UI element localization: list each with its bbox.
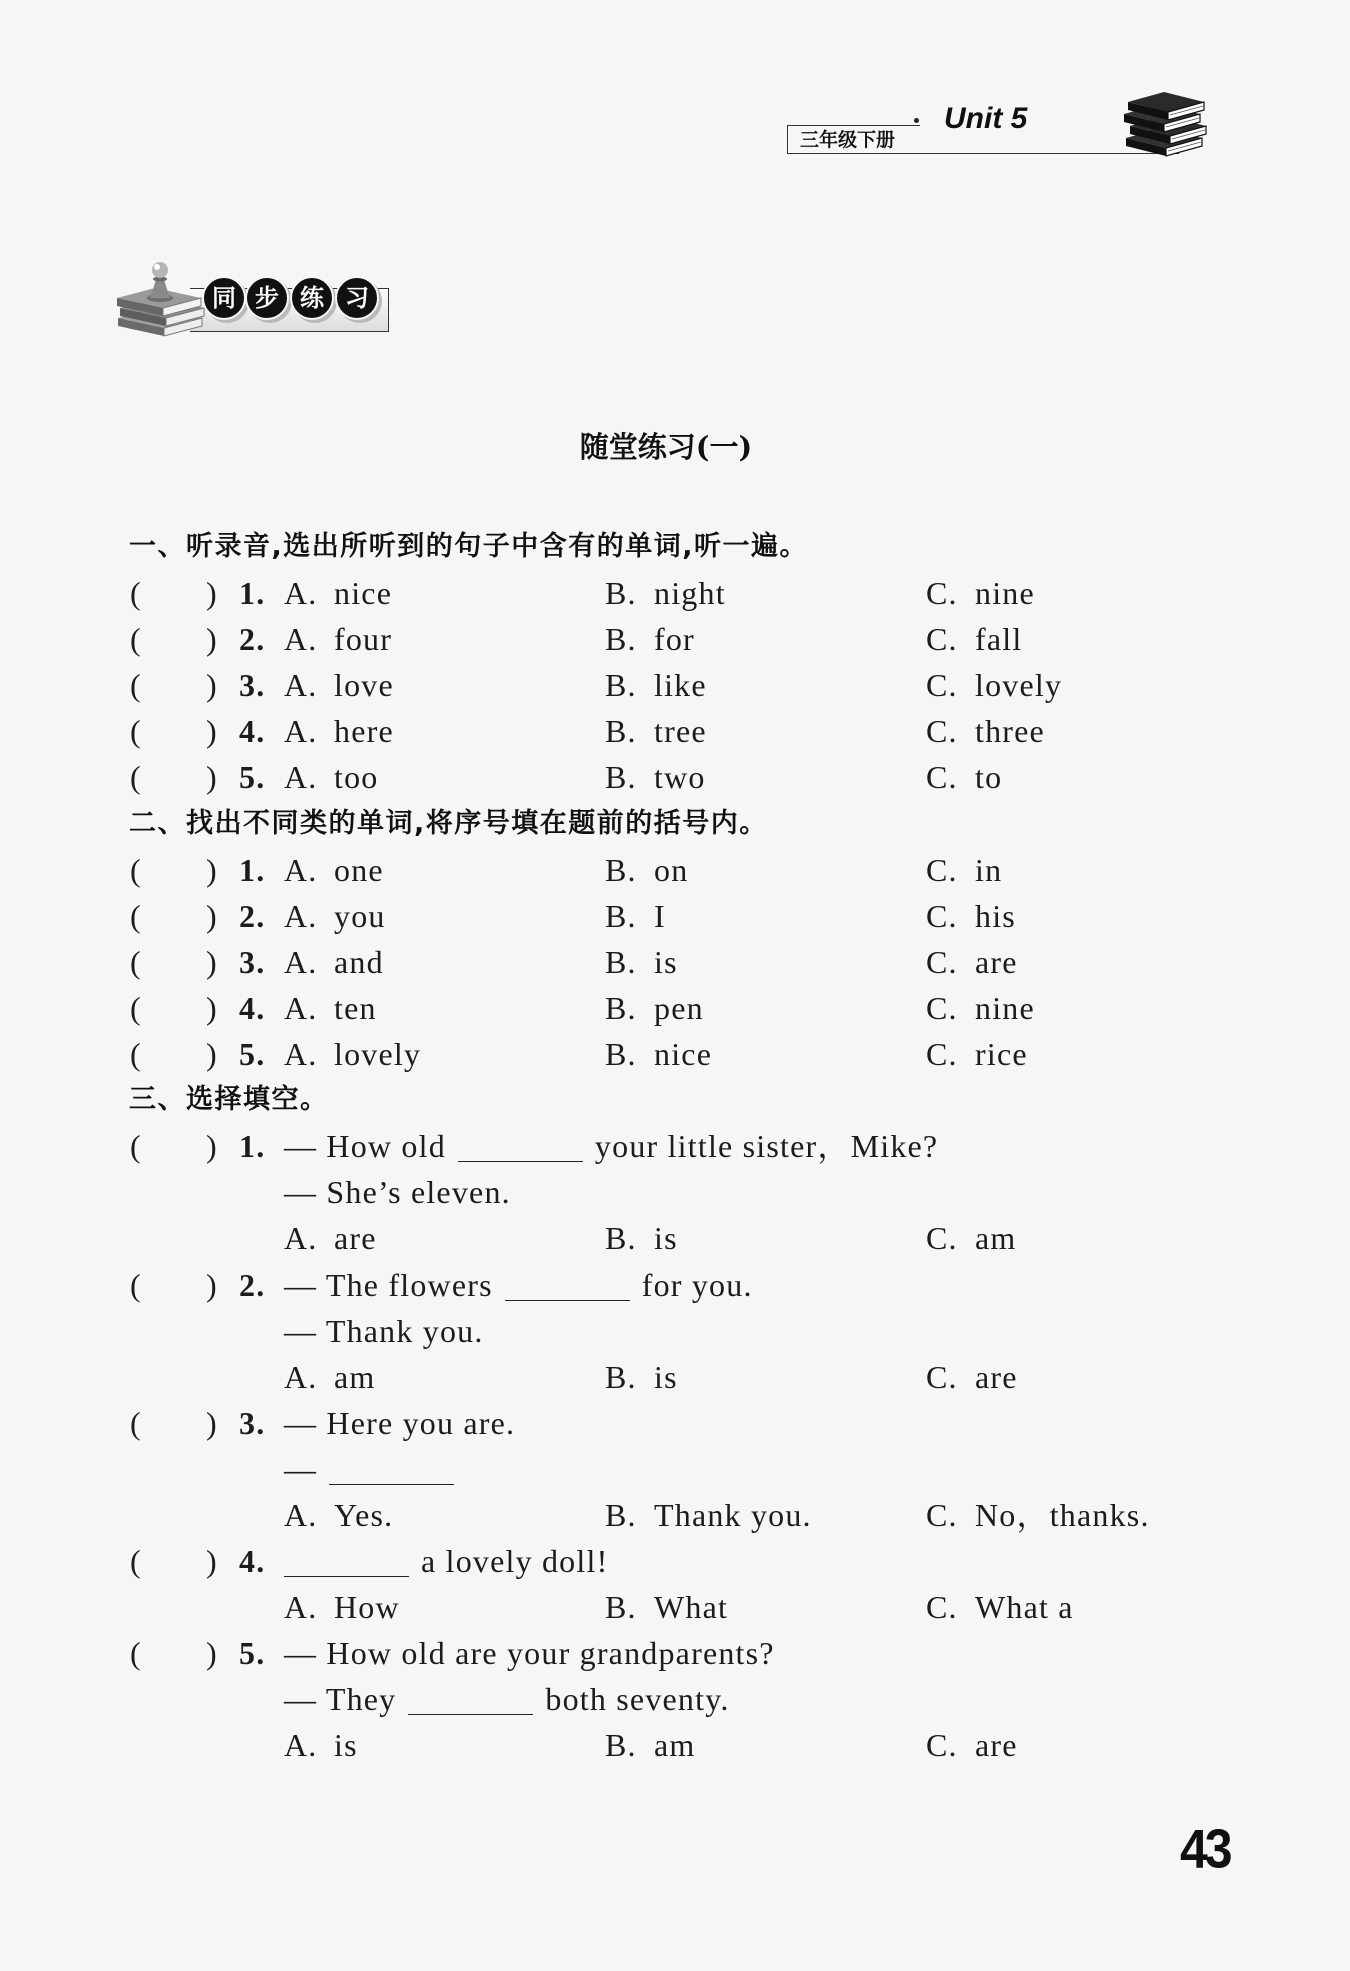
question-text-after: both seventy.: [545, 1681, 730, 1718]
question-number: 4.: [239, 713, 266, 750]
answer-bracket-open: (: [130, 759, 142, 796]
option-text: pen: [654, 989, 704, 1026]
question-row: [0, 570, 1350, 616]
option-text: tree: [654, 713, 707, 750]
option-label: A.: [284, 989, 318, 1026]
option-label: A.: [284, 1358, 318, 1395]
option-label: B.: [605, 1220, 637, 1257]
option-label: A.: [284, 1036, 318, 1073]
question-row: [0, 754, 1350, 800]
option-label: B.: [605, 1496, 637, 1533]
question-line: [0, 1446, 1350, 1492]
option-label: C.: [926, 1358, 958, 1395]
answer-bracket-close: ): [206, 621, 218, 658]
option-label: C.: [926, 1727, 958, 1764]
question-number: 5.: [239, 1036, 266, 1073]
option-text: am: [334, 1358, 376, 1395]
option-label: A.: [284, 1220, 318, 1257]
option-label: C.: [926, 1496, 958, 1533]
page-number: 43: [1180, 1818, 1230, 1880]
option-text: is: [654, 1220, 678, 1257]
option-text: too: [334, 759, 379, 796]
option-text: are: [975, 1727, 1018, 1764]
question-text-after: a lovely doll!: [421, 1543, 609, 1580]
question-text: [284, 1446, 466, 1492]
option-label: C.: [926, 621, 958, 658]
option-label: B.: [605, 1036, 637, 1073]
option-text: lovely: [975, 667, 1063, 704]
question-text: [284, 1123, 938, 1169]
question-row: [0, 985, 1350, 1031]
question-row: [0, 1630, 1350, 1676]
question-row: [0, 1031, 1350, 1077]
option-label: B.: [605, 851, 637, 888]
option-text: ten: [334, 989, 377, 1026]
option-label: B.: [605, 759, 637, 796]
option-label: A.: [284, 943, 318, 980]
option-label: C.: [926, 667, 958, 704]
option-label: A.: [284, 621, 318, 658]
option-label: A.: [284, 1496, 318, 1533]
option-text: nice: [654, 1036, 713, 1073]
answer-blank: [458, 1160, 583, 1162]
question-number: 5.: [239, 1635, 266, 1672]
option-label: C.: [926, 713, 958, 750]
question-row: [0, 939, 1350, 985]
answer-bracket-close: ): [206, 1635, 218, 1672]
question-text-after: your little sister，Mike?: [594, 1128, 939, 1165]
option-label: C.: [926, 575, 958, 612]
unit-label: Unit 5: [944, 102, 1028, 135]
answer-bracket-close: ): [206, 897, 218, 934]
header-rule: [787, 153, 1179, 154]
option-label: A.: [284, 851, 318, 888]
question-text: [284, 1262, 753, 1308]
option-text: in: [975, 851, 1003, 888]
option-label: C.: [926, 989, 958, 1026]
answer-bracket-close: ): [206, 667, 218, 704]
question-row: [0, 893, 1350, 939]
question-row: [0, 708, 1350, 754]
question-row: [0, 1538, 1350, 1584]
option-text: rice: [975, 1036, 1028, 1073]
section-heading: 三、选择填空。: [129, 1084, 329, 1116]
option-label: A.: [284, 897, 318, 934]
question-text-before: — The flowers: [284, 1266, 493, 1303]
question-row: [0, 1262, 1350, 1308]
option-label: C.: [926, 1589, 958, 1626]
answer-bracket-open: (: [130, 575, 142, 612]
option-text: lovely: [334, 1036, 422, 1073]
question-number: 2.: [239, 897, 266, 934]
badge-char-1: 同: [202, 276, 246, 320]
section-heading: 二、找出不同类的单词,将序号填在题前的括号内。: [129, 807, 768, 839]
option-text: What a: [975, 1589, 1074, 1626]
option-label: C.: [926, 943, 958, 980]
option-label: C.: [926, 759, 958, 796]
option-label: B.: [605, 713, 637, 750]
option-text: one: [334, 851, 384, 888]
option-label: B.: [605, 1727, 637, 1764]
option-label: A.: [284, 575, 318, 612]
option-label: A.: [284, 759, 318, 796]
answer-bracket-close: ): [206, 989, 218, 1026]
badge-char-3: 练: [290, 276, 334, 320]
option-text: are: [975, 943, 1018, 980]
option-text: love: [334, 667, 394, 704]
answer-blank: [329, 1483, 454, 1485]
book-stack-icon: [1122, 88, 1210, 160]
option-label: B.: [605, 989, 637, 1026]
question-text: [284, 1400, 515, 1446]
answer-bracket-close: ): [206, 1543, 218, 1580]
question-text-before: — They: [284, 1681, 397, 1718]
answer-bracket-close: ): [206, 575, 218, 612]
question-line: [0, 1169, 1350, 1215]
question-text-segment: — Here you are.: [284, 1404, 516, 1441]
option-text: two: [654, 759, 706, 796]
option-text: four: [334, 621, 393, 658]
question-line: [0, 1308, 1350, 1354]
option-text: nice: [334, 575, 393, 612]
question-row: [0, 1123, 1350, 1169]
question-line: [0, 1676, 1350, 1722]
question-row: [0, 847, 1350, 893]
question-text: [284, 1676, 730, 1722]
option-label: A.: [284, 713, 318, 750]
question-row: [0, 662, 1350, 708]
books-with-pawn-icon: [116, 256, 208, 342]
option-text: nine: [975, 575, 1035, 612]
answer-bracket-close: ): [206, 851, 218, 888]
badge-char-4: 习: [335, 276, 379, 320]
question-number: 1.: [239, 575, 266, 612]
answer-bracket-close: ): [206, 1036, 218, 1073]
question-number: 3.: [239, 943, 266, 980]
question-text: [284, 1538, 608, 1584]
header-dot: [914, 118, 919, 123]
question-number: 1.: [239, 851, 266, 888]
answer-bracket-close: ): [206, 759, 218, 796]
options-row: [0, 1354, 1350, 1400]
option-label: B.: [605, 667, 637, 704]
answer-bracket-close: ): [206, 713, 218, 750]
answer-bracket-close: ): [206, 1266, 218, 1303]
answer-bracket-open: (: [130, 1128, 142, 1165]
answer-bracket-open: (: [130, 1266, 142, 1303]
answer-bracket-open: (: [130, 713, 142, 750]
grade-label: 三年级下册: [800, 129, 896, 151]
answer-bracket-close: ): [206, 1404, 218, 1441]
option-text: Thank you.: [654, 1496, 812, 1533]
option-label: A.: [284, 1727, 318, 1764]
option-label: B.: [605, 1358, 637, 1395]
question-number: 1.: [239, 1128, 266, 1165]
section-heading: 一、听录音,选出所听到的句子中含有的单词,听一遍。: [129, 531, 809, 562]
option-text: What: [654, 1589, 729, 1626]
question-number: 4.: [239, 1543, 266, 1580]
option-text: you: [334, 897, 386, 934]
question-text-before: — How old: [284, 1128, 446, 1165]
badge-char-2: 步: [245, 276, 289, 320]
question-number: 2.: [239, 1266, 266, 1303]
option-label: A.: [284, 1589, 318, 1626]
answer-blank: [408, 1713, 533, 1715]
option-text: night: [654, 575, 726, 612]
option-text: his: [975, 897, 1016, 934]
option-text: are: [334, 1220, 377, 1257]
question-text: [284, 1169, 511, 1215]
option-text: here: [334, 713, 394, 750]
answer-blank: [505, 1299, 630, 1301]
question-text: [284, 1308, 484, 1354]
option-text: is: [334, 1727, 358, 1764]
option-label: C.: [926, 1036, 958, 1073]
answer-bracket-open: (: [130, 1404, 142, 1441]
question-number: 2.: [239, 621, 266, 658]
options-row: [0, 1584, 1350, 1630]
question-text-after: for you.: [641, 1266, 753, 1303]
answer-bracket-open: (: [130, 667, 142, 704]
question-number: 4.: [239, 989, 266, 1026]
answer-bracket-open: (: [130, 989, 142, 1026]
option-text: am: [975, 1220, 1017, 1257]
question-text-segment: — How old are your grandparents?: [284, 1635, 775, 1672]
option-text: nine: [975, 989, 1035, 1026]
question-number: 3.: [239, 1404, 266, 1441]
option-text: like: [654, 667, 707, 704]
question-row: [0, 616, 1350, 662]
option-label: B.: [605, 621, 637, 658]
exercise-list: [0, 524, 1350, 1769]
answer-bracket-close: ): [206, 943, 218, 980]
options-row: [0, 1722, 1350, 1768]
option-text: and: [334, 943, 384, 980]
option-label: B.: [605, 575, 637, 612]
option-label: C.: [926, 1220, 958, 1257]
question-text-before: —: [284, 1450, 318, 1487]
options-row: [0, 1215, 1350, 1261]
question-text: [284, 1630, 775, 1676]
option-label: B.: [605, 943, 637, 980]
options-row: [0, 1492, 1350, 1538]
option-label: C.: [926, 897, 958, 934]
option-text: is: [654, 1358, 678, 1395]
option-text: to: [975, 759, 1003, 796]
option-text: three: [975, 713, 1045, 750]
option-label: A.: [284, 667, 318, 704]
answer-bracket-open: (: [130, 621, 142, 658]
option-text: I: [654, 897, 666, 934]
option-text: for: [654, 621, 695, 658]
answer-bracket-open: (: [130, 851, 142, 888]
option-text: Yes.: [334, 1496, 394, 1533]
option-text: on: [654, 851, 689, 888]
option-text: How: [334, 1589, 400, 1626]
option-label: C.: [926, 851, 958, 888]
answer-bracket-open: (: [130, 897, 142, 934]
question-number: 5.: [239, 759, 266, 796]
answer-blank: [284, 1575, 409, 1577]
option-text: No，thanks.: [975, 1496, 1150, 1533]
answer-bracket-open: (: [130, 943, 142, 980]
option-label: B.: [605, 897, 637, 934]
answer-bracket-close: ): [206, 1128, 218, 1165]
option-text: fall: [975, 621, 1023, 658]
question-text-segment: — Thank you.: [284, 1312, 484, 1349]
question-text-segment: — She’s eleven.: [284, 1174, 511, 1211]
option-label: B.: [605, 1589, 637, 1626]
question-number: 3.: [239, 667, 266, 704]
option-text: am: [654, 1727, 696, 1764]
option-text: is: [654, 943, 678, 980]
question-row: [0, 1400, 1350, 1446]
option-text: are: [975, 1358, 1018, 1395]
page-title: 随堂练习(一): [579, 430, 753, 464]
answer-bracket-open: (: [130, 1036, 142, 1073]
answer-bracket-open: (: [130, 1543, 142, 1580]
answer-bracket-open: (: [130, 1635, 142, 1672]
